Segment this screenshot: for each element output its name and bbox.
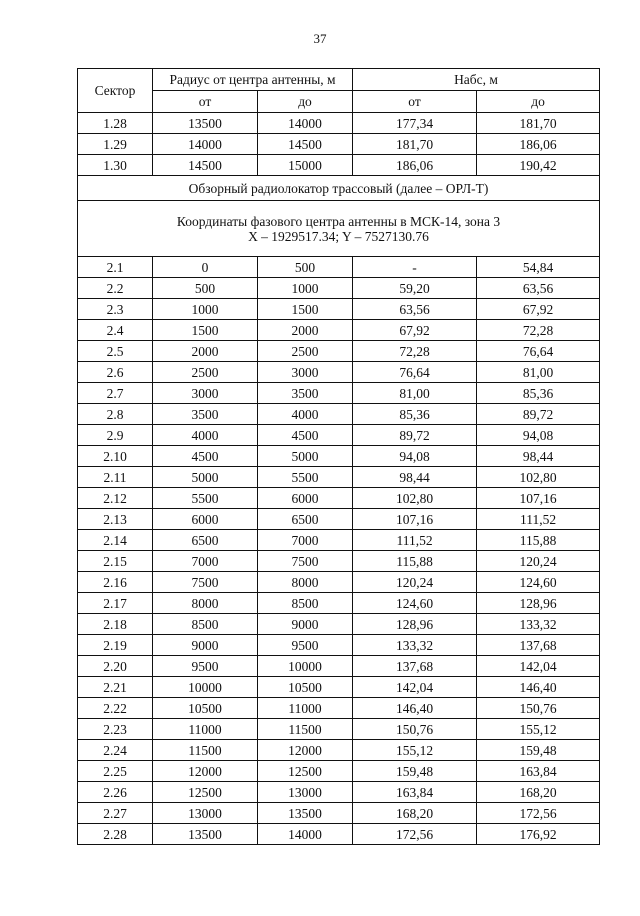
table-row [78, 320, 600, 341]
table-row [78, 824, 600, 845]
table-row [78, 155, 600, 176]
table-row [78, 362, 600, 383]
header-row-2 [78, 91, 600, 113]
cell-sector: 2.11 [78, 467, 153, 488]
cell-radius-to: 7500 [258, 551, 353, 572]
cell-habs-to: 142,04 [477, 656, 600, 677]
cell-radius-to: 7000 [258, 530, 353, 551]
cell-sector: 2.21 [78, 677, 153, 698]
header-radius-to: до [258, 91, 353, 113]
cell-radius-to: 2500 [258, 341, 353, 362]
cell-habs-to: 120,24 [477, 551, 600, 572]
cell-radius-from: 13500 [153, 824, 258, 845]
cell-sector: 2.23 [78, 719, 153, 740]
cell-habs-from: 159,48 [353, 761, 477, 782]
table-body [78, 69, 600, 845]
cell-radius-from: 14000 [153, 134, 258, 155]
cell-habs-from: 67,92 [353, 320, 477, 341]
table-row [78, 803, 600, 824]
table-row [78, 257, 600, 278]
coordinates-line-2: X – 1929517.34; Y – 7527130.76 [248, 228, 429, 244]
cell-habs-to: 190,42 [477, 155, 600, 176]
header-radius-group: Радиус от центра антенны, м [153, 69, 353, 91]
cell-habs-from: 115,88 [353, 551, 477, 572]
cell-sector: 2.5 [78, 341, 153, 362]
cell-radius-to: 12500 [258, 761, 353, 782]
cell-sector: 2.18 [78, 614, 153, 635]
cell-radius-to: 14000 [258, 824, 353, 845]
cell-radius-to: 3500 [258, 383, 353, 404]
table-row [78, 383, 600, 404]
cell-radius-to: 14500 [258, 134, 353, 155]
cell-radius-from: 1500 [153, 320, 258, 341]
cell-sector: 2.26 [78, 782, 153, 803]
cell-habs-from: 124,60 [353, 593, 477, 614]
header-habs-from: от [353, 91, 477, 113]
table-row [78, 656, 600, 677]
table-row [78, 740, 600, 761]
table-row [78, 551, 600, 572]
cell-habs-from: 85,36 [353, 404, 477, 425]
table-row [78, 530, 600, 551]
cell-radius-from: 11500 [153, 740, 258, 761]
cell-radius-from: 7500 [153, 572, 258, 593]
cell-sector: 2.1 [78, 257, 153, 278]
cell-habs-to: 159,48 [477, 740, 600, 761]
coordinates-line-1: Координаты фазового центра антенны в МСК-14, зона 3 [176, 213, 501, 229]
cell-habs-from: 111,52 [353, 530, 477, 551]
cell-radius-from: 8000 [153, 593, 258, 614]
cell-habs-to: 94,08 [477, 425, 600, 446]
cell-radius-from: 11000 [153, 719, 258, 740]
cell-radius-from: 2500 [153, 362, 258, 383]
cell-radius-to: 4500 [258, 425, 353, 446]
cell-habs-from: - [353, 257, 477, 278]
cell-habs-from: 63,56 [353, 299, 477, 320]
header-row-1 [78, 69, 600, 91]
cell-sector: 2.10 [78, 446, 153, 467]
cell-radius-to: 13500 [258, 803, 353, 824]
cell-sector: 2.17 [78, 593, 153, 614]
cell-radius-to: 1000 [258, 278, 353, 299]
cell-radius-to: 12000 [258, 740, 353, 761]
cell-sector: 2.3 [78, 299, 153, 320]
cell-habs-from: 146,40 [353, 698, 477, 719]
header-sector: Сектор [78, 69, 153, 113]
table-row [78, 782, 600, 803]
cell-radius-from: 7000 [153, 551, 258, 572]
cell-habs-from: 172,56 [353, 824, 477, 845]
table-row [78, 113, 600, 134]
cell-radius-from: 3000 [153, 383, 258, 404]
cell-habs-to: 124,60 [477, 572, 600, 593]
cell-sector: 2.2 [78, 278, 153, 299]
cell-radius-from: 3500 [153, 404, 258, 425]
table-row [78, 677, 600, 698]
cell-habs-from: 102,80 [353, 488, 477, 509]
coordinates-row [78, 201, 600, 257]
table-row [78, 509, 600, 530]
cell-radius-to: 6000 [258, 488, 353, 509]
cell-habs-to: 186,06 [477, 134, 600, 155]
cell-habs-to: 81,00 [477, 362, 600, 383]
cell-habs-to: 89,72 [477, 404, 600, 425]
cell-habs-from: 107,16 [353, 509, 477, 530]
cell-sector: 2.12 [78, 488, 153, 509]
table-row [78, 446, 600, 467]
cell-habs-from: 120,24 [353, 572, 477, 593]
cell-sector: 1.29 [78, 134, 153, 155]
cell-radius-to: 10000 [258, 656, 353, 677]
cell-habs-from: 72,28 [353, 341, 477, 362]
cell-radius-to: 13000 [258, 782, 353, 803]
cell-radius-to: 11000 [258, 698, 353, 719]
cell-radius-to: 14000 [258, 113, 353, 134]
cell-habs-to: 146,40 [477, 677, 600, 698]
cell-sector: 2.8 [78, 404, 153, 425]
table-row [78, 488, 600, 509]
cell-habs-from: 137,68 [353, 656, 477, 677]
cell-sector: 2.6 [78, 362, 153, 383]
cell-habs-from: 168,20 [353, 803, 477, 824]
coordinates-cell [78, 201, 600, 257]
cell-habs-to: 137,68 [477, 635, 600, 656]
cell-sector: 2.13 [78, 509, 153, 530]
sector-height-table [77, 68, 600, 845]
cell-habs-from: 89,72 [353, 425, 477, 446]
cell-radius-from: 9500 [153, 656, 258, 677]
cell-radius-from: 13000 [153, 803, 258, 824]
cell-habs-from: 150,76 [353, 719, 477, 740]
cell-habs-to: 107,16 [477, 488, 600, 509]
cell-habs-to: 111,52 [477, 509, 600, 530]
cell-habs-to: 72,28 [477, 320, 600, 341]
cell-habs-to: 85,36 [477, 383, 600, 404]
cell-habs-to: 172,56 [477, 803, 600, 824]
cell-habs-to: 67,92 [477, 299, 600, 320]
cell-habs-from: 181,70 [353, 134, 477, 155]
cell-sector: 2.19 [78, 635, 153, 656]
cell-radius-to: 9500 [258, 635, 353, 656]
cell-radius-to: 15000 [258, 155, 353, 176]
cell-radius-to: 6500 [258, 509, 353, 530]
table-row [78, 698, 600, 719]
cell-radius-to: 10500 [258, 677, 353, 698]
table-row [78, 572, 600, 593]
cell-habs-from: 177,34 [353, 113, 477, 134]
cell-sector: 2.24 [78, 740, 153, 761]
cell-radius-from: 0 [153, 257, 258, 278]
cell-habs-from: 98,44 [353, 467, 477, 488]
cell-sector: 2.15 [78, 551, 153, 572]
cell-habs-to: 150,76 [477, 698, 600, 719]
cell-radius-to: 8500 [258, 593, 353, 614]
header-habs-group: Набс, м [353, 69, 600, 91]
cell-radius-from: 5500 [153, 488, 258, 509]
section-title: Обзорный радиолокатор трассовый (далее – ОРЛ-Т) [78, 176, 600, 201]
cell-radius-to: 9000 [258, 614, 353, 635]
cell-habs-from: 155,12 [353, 740, 477, 761]
cell-radius-to: 11500 [258, 719, 353, 740]
cell-habs-from: 76,64 [353, 362, 477, 383]
cell-radius-from: 9000 [153, 635, 258, 656]
cell-radius-from: 4000 [153, 425, 258, 446]
cell-habs-from: 81,00 [353, 383, 477, 404]
table-row [78, 341, 600, 362]
page-number: 37 [313, 31, 327, 46]
cell-habs-to: 128,96 [477, 593, 600, 614]
cell-sector: 2.16 [78, 572, 153, 593]
cell-radius-to: 3000 [258, 362, 353, 383]
cell-radius-to: 2000 [258, 320, 353, 341]
cell-radius-from: 1000 [153, 299, 258, 320]
cell-radius-to: 4000 [258, 404, 353, 425]
cell-sector: 2.14 [78, 530, 153, 551]
cell-radius-from: 13500 [153, 113, 258, 134]
cell-sector: 2.28 [78, 824, 153, 845]
table-row [78, 299, 600, 320]
cell-radius-to: 1500 [258, 299, 353, 320]
cell-habs-to: 102,80 [477, 467, 600, 488]
table-row [78, 719, 600, 740]
cell-radius-from: 14500 [153, 155, 258, 176]
header-habs-to: до [477, 91, 600, 113]
cell-radius-from: 12000 [153, 761, 258, 782]
table-row [78, 593, 600, 614]
table-row [78, 404, 600, 425]
cell-sector: 2.4 [78, 320, 153, 341]
cell-radius-from: 8500 [153, 614, 258, 635]
cell-sector: 2.9 [78, 425, 153, 446]
cell-habs-to: 181,70 [477, 113, 600, 134]
cell-sector: 1.30 [78, 155, 153, 176]
cell-habs-from: 142,04 [353, 677, 477, 698]
cell-radius-to: 500 [258, 257, 353, 278]
cell-radius-from: 6500 [153, 530, 258, 551]
cell-sector: 2.20 [78, 656, 153, 677]
cell-radius-from: 12500 [153, 782, 258, 803]
table-row [78, 635, 600, 656]
table-row [78, 425, 600, 446]
cell-radius-from: 6000 [153, 509, 258, 530]
cell-habs-from: 128,96 [353, 614, 477, 635]
table-row [78, 467, 600, 488]
cell-sector: 2.25 [78, 761, 153, 782]
section-title-row [78, 176, 600, 201]
cell-habs-to: 63,56 [477, 278, 600, 299]
cell-sector: 2.27 [78, 803, 153, 824]
cell-radius-to: 5000 [258, 446, 353, 467]
cell-habs-to: 98,44 [477, 446, 600, 467]
table-row [78, 278, 600, 299]
cell-habs-to: 133,32 [477, 614, 600, 635]
cell-habs-from: 133,32 [353, 635, 477, 656]
header-radius-from: от [153, 91, 258, 113]
cell-sector: 1.28 [78, 113, 153, 134]
cell-habs-from: 163,84 [353, 782, 477, 803]
table-row [78, 614, 600, 635]
cell-radius-to: 8000 [258, 572, 353, 593]
table-row [78, 761, 600, 782]
cell-radius-from: 10500 [153, 698, 258, 719]
cell-habs-to: 54,84 [477, 257, 600, 278]
cell-sector: 2.7 [78, 383, 153, 404]
cell-habs-from: 94,08 [353, 446, 477, 467]
cell-habs-to: 115,88 [477, 530, 600, 551]
cell-habs-to: 76,64 [477, 341, 600, 362]
cell-habs-to: 168,20 [477, 782, 600, 803]
cell-radius-from: 10000 [153, 677, 258, 698]
cell-habs-to: 176,92 [477, 824, 600, 845]
cell-radius-from: 4500 [153, 446, 258, 467]
cell-radius-to: 5500 [258, 467, 353, 488]
cell-radius-from: 5000 [153, 467, 258, 488]
cell-habs-to: 163,84 [477, 761, 600, 782]
cell-radius-from: 2000 [153, 341, 258, 362]
cell-sector: 2.22 [78, 698, 153, 719]
table-row [78, 134, 600, 155]
cell-habs-from: 59,20 [353, 278, 477, 299]
cell-radius-from: 500 [153, 278, 258, 299]
cell-habs-from: 186,06 [353, 155, 477, 176]
cell-habs-to: 155,12 [477, 719, 600, 740]
